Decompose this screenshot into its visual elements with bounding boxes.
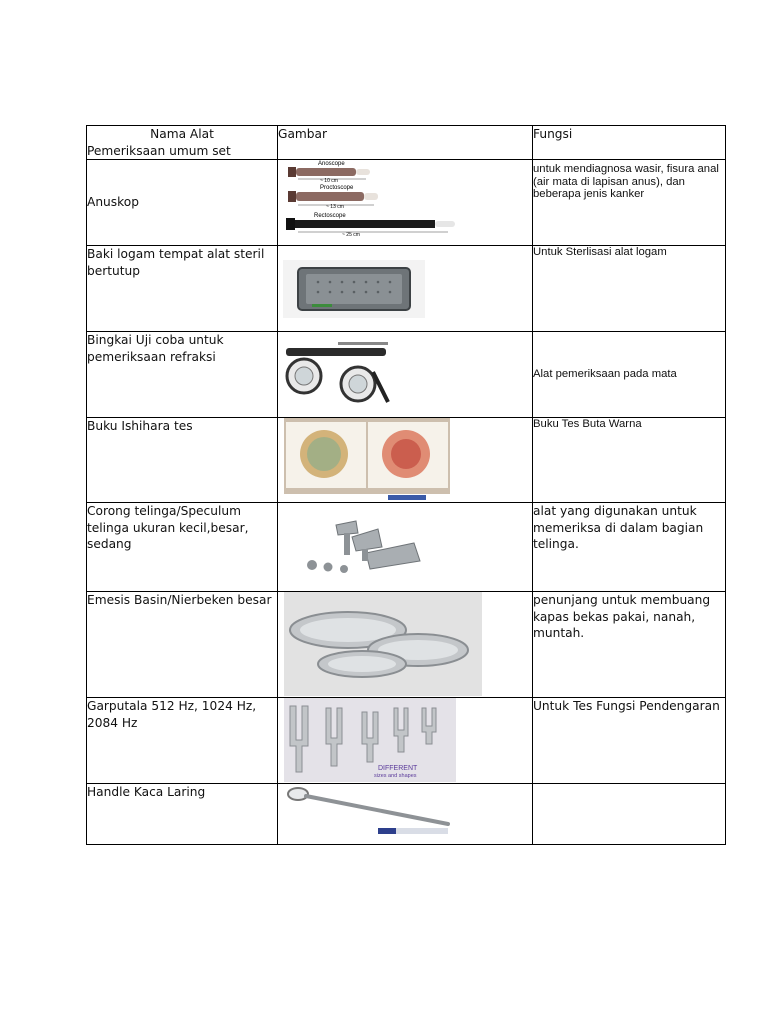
tuning-fork-caption2: sizes and shapes (374, 773, 417, 779)
row-name (87, 784, 278, 845)
tuning-fork-image (278, 698, 533, 782)
header-gambar: Gambar (278, 126, 533, 160)
proctoscope-label: Proctoscope (320, 185, 354, 191)
row-fungsi (533, 698, 726, 784)
proctoscope-length: ~ 13 cm (326, 204, 344, 210)
row-fungsi (533, 784, 726, 845)
row-name (87, 418, 278, 503)
row-image (278, 332, 533, 418)
header-nama-alat (87, 126, 278, 160)
emesis-basin-image (278, 592, 533, 696)
ishihara-book-image (278, 418, 533, 502)
row-image (278, 160, 533, 246)
table-row (87, 246, 726, 332)
row-fungsi (533, 246, 726, 332)
row-name (87, 698, 278, 784)
row-fungsi-text: Alat pemeriksaan pada mata (533, 368, 677, 381)
anoscope-label: Anoscope (318, 161, 345, 167)
row-name-text: Baki logam tempat alat steril bertutup (87, 247, 265, 278)
row-name-text: Handle Kaca Laring (87, 785, 206, 799)
row-image (278, 698, 533, 784)
table-row (87, 503, 726, 592)
anoscope-length: ~ 10 cm (320, 178, 338, 184)
table-row (87, 418, 726, 503)
row-name-text: Garputala 512 Hz, 1024 Hz, 2084 Hz (87, 699, 257, 730)
row-fungsi (533, 332, 726, 418)
row-name (87, 160, 278, 246)
row-fungsi (533, 418, 726, 503)
equipment-table (86, 125, 726, 845)
row-fungsi-text: Untuk Tes Fungsi Pendengaran (533, 699, 720, 713)
row-fungsi-text: alat yang digunakan untuk memeriksa di dalam bagian telinga. (533, 504, 704, 551)
row-fungsi (533, 160, 726, 246)
ear-speculum-image (278, 503, 533, 590)
row-name (87, 503, 278, 592)
row-image (278, 503, 533, 592)
row-fungsi (533, 503, 726, 592)
table-row (87, 698, 726, 784)
row-name-text: Emesis Basin/Nierbeken besar (87, 593, 272, 607)
table-row (87, 332, 726, 418)
header-nama-alat-line1: Nama Alat (150, 127, 214, 141)
header-fungsi: Fungsi (533, 126, 726, 160)
laryngeal-mirror-image (278, 784, 533, 843)
row-name-text: Corong telinga/Speculum telinga ukuran kecil,besar, sedang (87, 504, 249, 551)
row-name-text: Anuskop (87, 195, 139, 210)
row-fungsi (533, 592, 726, 698)
rectoscope-length: ~ 25 cm (342, 232, 360, 238)
table-header-row (87, 126, 726, 160)
trial-frame-image (278, 332, 533, 416)
anoscope-image (278, 160, 533, 244)
tuning-fork-caption: DIFFERENT (378, 765, 418, 772)
table-row (87, 160, 726, 246)
row-name (87, 246, 278, 332)
row-image (278, 418, 533, 503)
sterilizer-tray-image (278, 246, 533, 330)
rectoscope-label: Rectoscope (314, 213, 346, 219)
row-fungsi-text: untuk mendiagnosa wasir, fisura anal (air mata di lapisan anus), dan beberapa jenis kanker (533, 163, 719, 201)
table-row (87, 784, 726, 845)
row-fungsi-text: penunjang untuk membuang kapas bekas pakai, nanah, muntah. (533, 593, 711, 640)
row-fungsi-text: Untuk Sterlisasi alat logam (533, 246, 667, 258)
row-image (278, 246, 533, 332)
row-name-text: Buku Ishihara tes (87, 419, 193, 433)
row-name (87, 592, 278, 698)
header-nama-alat-line2: Pemeriksaan umum set (87, 143, 231, 158)
row-name-text: Bingkai Uji coba untuk pemeriksaan refraksi (87, 333, 224, 364)
table-row (87, 592, 726, 698)
row-name (87, 332, 278, 418)
row-fungsi-text: Buku Tes Buta Warna (533, 418, 642, 430)
row-image (278, 784, 533, 845)
row-image (278, 592, 533, 698)
